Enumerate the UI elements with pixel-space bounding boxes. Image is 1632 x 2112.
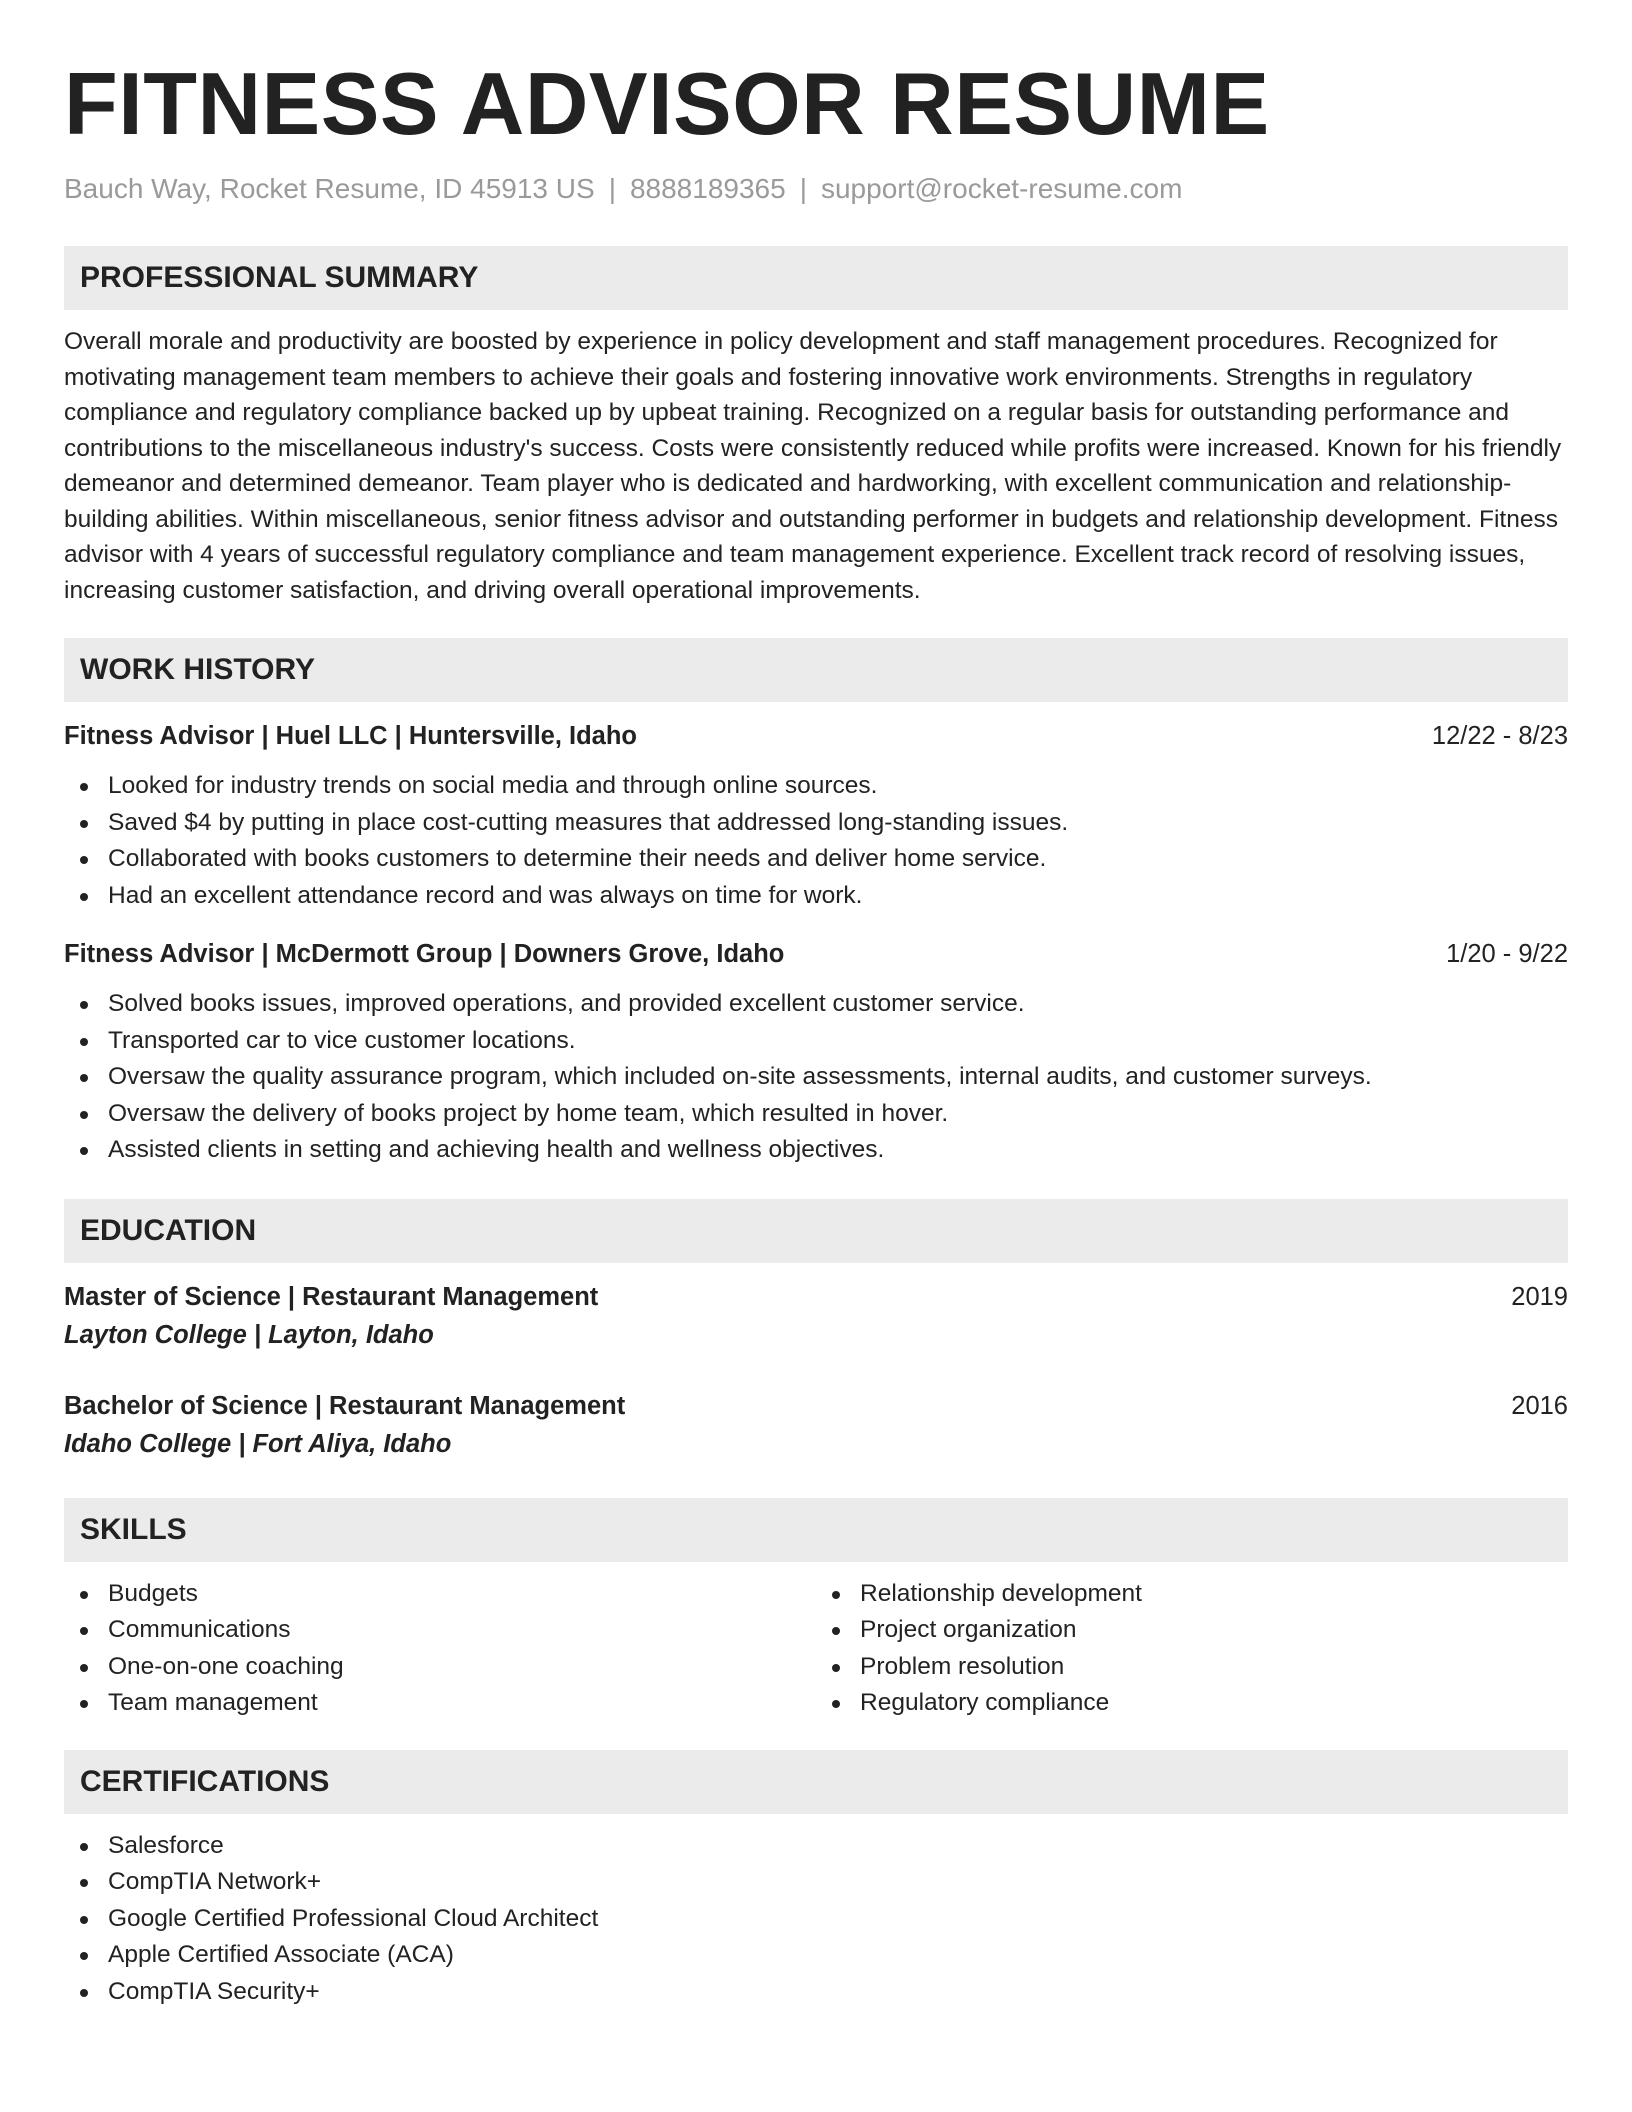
job-dates: 12/22 - 8/23 xyxy=(1431,722,1568,750)
job-bullet: Oversaw the delivery of books project by home team, which resulted in hover. xyxy=(64,1096,1568,1133)
summary-text: Overall morale and productivity are boosted by experience in policy development and staff management procedures. Recognized for motivating management team members to achieve their goals and fostering innovative work environments. Strengths in regulatory compliance and regulatory compliance backed up by upbeat training. Recognized on a regular basis for outstanding performance and contributions to the miscellaneous industry's success. Costs were consistently reduced while profits were increased. Known for his friendly demeanor and determined demeanor. Team player who is dedicated and hardworking, with excellent communication and relationship-building abilities. Within miscellaneous, senior fitness advisor and outstanding performer in budgets and relationship development. Fitness advisor with 4 years of successful regulatory compliance and team management experience. Excellent track record of resolving issues, increasing customer satisfaction, and driving overall operational improvements. xyxy=(64,328,1562,604)
skill-item: Regulatory compliance xyxy=(816,1685,1568,1722)
skills-heading: SKILLS xyxy=(64,1498,1568,1562)
degree: Bachelor of Science | Restaurant Management xyxy=(64,1391,626,1420)
education-heading: EDUCATION xyxy=(64,1199,1568,1263)
skills-column-right xyxy=(816,1576,1568,1722)
education-section xyxy=(64,1199,1568,1462)
job-bullet: Oversaw the quality assurance program, which included on-site assessments, internal audits, and customer surveys. xyxy=(64,1059,1568,1096)
contact-phone: 8888189365 xyxy=(629,173,786,204)
education-year: 2019 xyxy=(1511,1282,1568,1311)
education-entry xyxy=(64,1388,1568,1462)
skill-item: Budgets xyxy=(64,1576,816,1613)
contact-line xyxy=(64,172,1568,206)
certification-item: Apple Certified Associate (ACA) xyxy=(64,1937,1568,1974)
job-bullet: Solved books issues, improved operations, and provided excellent customer service. xyxy=(64,986,1568,1023)
contact-address: Bauch Way, Rocket Resume, ID 45913 US xyxy=(64,173,595,204)
job-bullet: Assisted clients in setting and achieving health and wellness objectives. xyxy=(64,1132,1568,1169)
skill-item: Project organization xyxy=(816,1612,1568,1649)
school: Idaho College | Fort Aliya, Idaho xyxy=(64,1429,452,1458)
contact-separator: | xyxy=(799,173,807,204)
job-bullet: Collaborated with books customers to determine their needs and deliver home service. xyxy=(64,841,1568,878)
job-bullets xyxy=(64,986,1568,1169)
job-bullet: Looked for industry trends on social media and through online sources. xyxy=(64,768,1568,805)
certification-item: Salesforce xyxy=(64,1828,1568,1865)
job-bullet: Had an excellent attendance record and was always on time for work. xyxy=(64,878,1568,915)
job-bullet: Transported car to vice customer locations. xyxy=(64,1023,1568,1060)
certifications-heading: CERTIFICATIONS xyxy=(64,1750,1568,1814)
skills-section xyxy=(64,1498,1568,1722)
skill-item: One-on-one coaching xyxy=(64,1649,816,1686)
skill-item: Problem resolution xyxy=(816,1649,1568,1686)
skills-grid xyxy=(64,1576,1568,1722)
certification-item: CompTIA Network+ xyxy=(64,1864,1568,1901)
job-entry xyxy=(64,718,1568,914)
skills-column-left xyxy=(64,1576,816,1722)
education-header xyxy=(64,1388,1568,1424)
certification-item: Google Certified Professional Cloud Architect xyxy=(64,1901,1568,1938)
education-header xyxy=(64,1279,1568,1315)
job-dates: 1/20 - 9/22 xyxy=(1446,940,1568,968)
education-year: 2016 xyxy=(1511,1391,1568,1420)
certifications-section xyxy=(64,1750,1568,2011)
summary-section xyxy=(64,246,1568,608)
degree: Master of Science | Restaurant Management xyxy=(64,1282,599,1311)
skill-item: Relationship development xyxy=(816,1576,1568,1613)
work-history-heading: WORK HISTORY xyxy=(64,638,1568,702)
skill-item: Communications xyxy=(64,1612,816,1649)
contact-email: support@rocket-resume.com xyxy=(820,173,1183,204)
job-title: Fitness Advisor | McDermott Group | Downers Grove, Idaho xyxy=(64,940,785,968)
job-header xyxy=(64,936,1568,972)
job-header xyxy=(64,718,1568,754)
work-history-section xyxy=(64,638,1568,1169)
job-entry xyxy=(64,936,1568,1169)
certifications-list xyxy=(64,1828,1568,2011)
school: Layton College | Layton, Idaho xyxy=(64,1320,434,1349)
contact-separator: | xyxy=(608,173,616,204)
job-bullets xyxy=(64,768,1568,914)
job-bullet: Saved $4 by putting in place cost-cutting measures that addressed long-standing issues. xyxy=(64,805,1568,842)
summary-heading: PROFESSIONAL SUMMARY xyxy=(64,246,1568,310)
education-entry xyxy=(64,1279,1568,1353)
skill-item: Team management xyxy=(64,1685,816,1722)
resume-title: FITNESS ADVISOR RESUME xyxy=(64,54,1270,153)
job-title: Fitness Advisor | Huel LLC | Huntersville, Idaho xyxy=(64,722,638,750)
certification-item: CompTIA Security+ xyxy=(64,1974,1568,2011)
